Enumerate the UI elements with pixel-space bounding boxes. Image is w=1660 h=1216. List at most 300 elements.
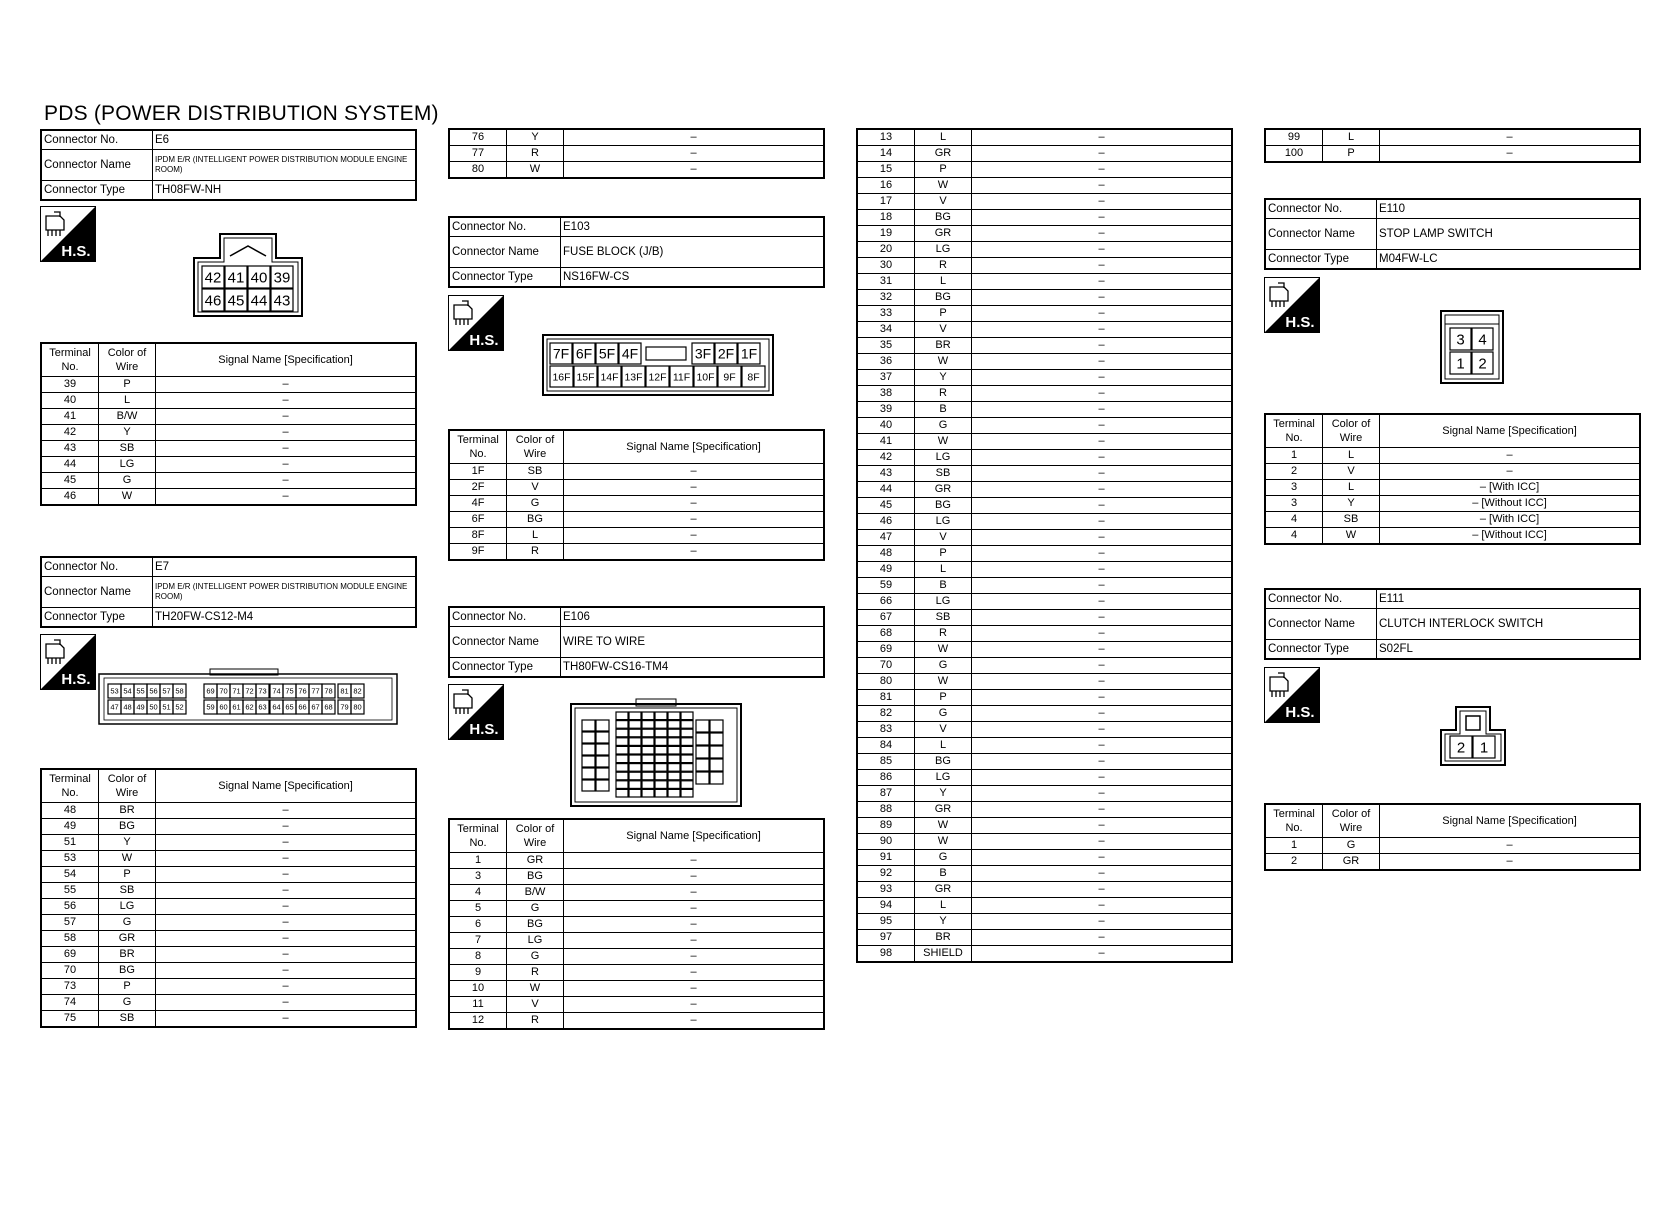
terminal-no-cell: 13 [857,129,915,146]
terminal-no-cell: 92 [857,866,915,882]
table-row [449,464,824,480]
signal-cell: – [972,162,1233,178]
pin-label: 55 [136,686,145,696]
connector-type-value: S02FL [1377,640,1641,660]
color-cell: G [1323,838,1380,854]
table-row [857,930,1232,946]
pin-label: 54 [123,686,132,696]
connector-face-e7 [98,668,398,726]
terminal-no-cell: 1 [1265,448,1323,464]
table-row [41,393,416,409]
signal-cell: – [564,464,825,480]
terminal-table-e103 [448,429,825,561]
table-row [41,489,416,506]
signal-cell: – [564,480,825,496]
color-cell: SB [915,610,972,626]
pin-label: 58 [175,686,184,696]
color-cell: SHIELD [915,946,972,963]
terminal-no-cell: 32 [857,290,915,306]
table-row [41,803,416,819]
color-cell: B [915,578,972,594]
label: Connector No. [449,607,561,627]
color-cell: GR [915,146,972,162]
label: Connector Type [1265,640,1377,660]
color-cell: P [915,690,972,706]
color-header: Color of Wire [1323,804,1380,838]
terminal-no-cell: 68 [857,626,915,642]
pin-label: 14F [600,371,619,384]
table-row [449,162,824,179]
signal-cell: – [564,917,825,933]
terminal-no-cell: 31 [857,274,915,290]
color-cell: W [99,489,156,506]
table-row [1265,496,1640,512]
connector-name-value: IPDM E/R (INTELLIGENT POWER DISTRIBUTION MODULE ENGINE ROOM) [153,577,417,608]
signal-header: Signal Name [Specification] [1380,414,1641,448]
table-row [41,851,416,867]
terminal-table-e106-a [448,818,825,1030]
terminal-no-cell: 16 [857,178,915,194]
signal-cell: – [1380,129,1641,146]
table-row [1265,838,1640,854]
color-header: Color of Wire [507,819,564,853]
signal-cell: – [156,377,417,393]
signal-cell: – [972,866,1233,882]
color-cell: Y [99,835,156,851]
pin-label: 10F [696,371,715,384]
signal-cell: – [972,850,1233,866]
table-row [857,850,1232,866]
signal-cell: – [972,626,1233,642]
table-row [1265,129,1640,146]
terminal-no-cell: 100 [1265,146,1323,163]
color-cell: G [915,850,972,866]
terminal-no-cell: 38 [857,386,915,402]
table-row [449,129,824,146]
label: Connector No. [1265,199,1377,219]
color-cell: SB [1323,512,1380,528]
terminal-no-header: Terminal No. [1265,804,1323,838]
terminal-no-header: Terminal No. [41,343,99,377]
color-cell: R [507,146,564,162]
signal-cell: – [972,530,1233,546]
terminal-no-cell: 54 [41,867,99,883]
color-cell: Y [915,786,972,802]
color-cell: Y [915,370,972,386]
terminal-no-cell: 7 [449,933,507,949]
terminal-no-cell: 5 [449,901,507,917]
label: Connector Type [1265,250,1377,270]
connector-no-value: E103 [561,217,825,237]
terminal-no-cell: 80 [449,162,507,179]
table-row [449,949,824,965]
color-cell: SB [507,464,564,480]
table-row [857,914,1232,930]
signal-cell: – [Without ICC] [1380,496,1641,512]
pin-label: 16F [552,371,571,384]
terminal-no-cell: 56 [41,899,99,915]
signal-cell: – [156,979,417,995]
hs-label: H.S. [469,721,499,738]
table-row [857,498,1232,514]
terminal-no-cell: 37 [857,370,915,386]
signal-cell: – [With ICC] [1380,512,1641,528]
signal-header: Signal Name [Specification] [156,769,417,803]
connector-face-e106 [570,698,742,808]
signal-cell: – [With ICC] [1380,480,1641,496]
terminal-table-e106-c [1264,128,1641,163]
terminal-no-cell: 95 [857,914,915,930]
terminal-no-header: Terminal No. [1265,414,1323,448]
terminal-no-cell: 81 [857,690,915,706]
color-cell: R [915,386,972,402]
color-cell: W [915,434,972,450]
color-cell: V [1323,464,1380,480]
table-row [1265,854,1640,871]
pin-label: 67 [311,702,320,712]
signal-cell: – [156,915,417,931]
table-row [41,867,416,883]
color-cell: SB [99,441,156,457]
terminal-no-cell: 2 [1265,464,1323,480]
pin-label: 3 [1456,331,1465,349]
color-cell: LG [99,457,156,473]
table-row [41,963,416,979]
signal-cell: – [972,514,1233,530]
signal-cell: – [972,290,1233,306]
table-row [857,946,1232,963]
label: Connector Name [41,577,153,608]
connector-info-table [448,216,825,288]
label: Connector Name [449,237,561,268]
terminal-no-cell: 48 [41,803,99,819]
color-cell: W [915,178,972,194]
terminal-no-cell: 10 [449,981,507,997]
color-cell: P [915,306,972,322]
terminal-no-cell: 69 [857,642,915,658]
hs-label: H.S. [1285,314,1315,331]
signal-cell: – [972,226,1233,242]
signal-cell: – [156,963,417,979]
terminal-no-cell: 89 [857,818,915,834]
connector-info-table [448,606,825,678]
table-row [857,514,1232,530]
pin-label: 40 [250,269,268,287]
pin-label: 41 [227,269,245,287]
pin-label: 63 [258,702,267,712]
signal-cell: – [1380,854,1641,871]
pin-label: 53 [110,686,119,696]
signal-cell: – [972,706,1233,722]
signal-cell: – [972,770,1233,786]
signal-cell: – [972,354,1233,370]
signal-cell: – [156,947,417,963]
table-row [1265,464,1640,480]
signal-cell: – [972,322,1233,338]
pin-label: 2 [1456,739,1466,757]
signal-cell: – [972,498,1233,514]
connector-info-e103 [448,216,825,288]
color-cell: W [99,851,156,867]
color-cell: V [915,722,972,738]
signal-header: Signal Name [Specification] [1380,804,1641,838]
table-row [857,642,1232,658]
table-row [1265,512,1640,528]
terminal-table-e106-b [856,128,1233,963]
signal-cell: – [972,786,1233,802]
pin-label: 15F [576,371,595,384]
table-row [857,546,1232,562]
terminal-no-header: Terminal No. [41,769,99,803]
terminal-no-cell: 43 [41,441,99,457]
pin-label: 7F [552,345,570,362]
terminal-no-cell: 41 [857,434,915,450]
pin-label: 79 [340,702,349,712]
color-cell: GR [507,853,564,869]
terminal-no-cell: 46 [41,489,99,506]
signal-cell: – [972,466,1233,482]
signal-cell: – [156,409,417,425]
harness-side-icon [40,206,96,262]
terminal-no-cell: 33 [857,306,915,322]
page-title: PDS (POWER DISTRIBUTION SYSTEM) [44,102,439,125]
color-cell: L [915,129,972,146]
table-row [449,512,824,528]
table-row [449,853,824,869]
terminal-no-cell: 30 [857,258,915,274]
color-cell: GR [1323,854,1380,871]
connector-type-value: NS16FW-CS [561,268,825,288]
pin-label: 51 [162,702,171,712]
connector-no-value: E6 [153,130,417,150]
connector-no-value: E7 [153,557,417,577]
label: Connector No. [449,217,561,237]
table-row [857,706,1232,722]
signal-cell: – [1380,838,1641,854]
table-row [857,722,1232,738]
pin-label: 3F [694,345,712,362]
connector-name-value: CLUTCH INTERLOCK SWITCH [1377,609,1641,640]
color-cell: GR [915,482,972,498]
color-cell: L [915,274,972,290]
color-header: Color of Wire [99,343,156,377]
terminal-no-cell: 86 [857,770,915,786]
terminal-no-cell: 87 [857,786,915,802]
connector-name-value: FUSE BLOCK (J/B) [561,237,825,268]
color-cell: V [915,322,972,338]
terminal-no-cell: 51 [41,835,99,851]
signal-cell: – [972,242,1233,258]
table-row [449,146,824,162]
signal-cell: – [972,306,1233,322]
table-row [857,786,1232,802]
table-row [41,425,416,441]
table-row [857,210,1232,226]
signal-cell: – [564,997,825,1013]
label: Connector No. [41,557,153,577]
signal-cell: – [972,370,1233,386]
color-cell: L [99,393,156,409]
table-row [41,947,416,963]
pin-label: 52 [175,702,184,712]
color-header: Color of Wire [1323,414,1380,448]
table-row [41,899,416,915]
table-row [41,835,416,851]
pin-label: 57 [162,686,171,696]
color-cell: P [915,546,972,562]
table-row [1265,146,1640,163]
table-row [857,290,1232,306]
terminal-no-cell: 2 [1265,854,1323,871]
connector-no-value: E111 [1377,589,1641,609]
color-cell: W [915,354,972,370]
hs-label: H.S. [469,332,499,349]
color-cell: LG [99,899,156,915]
terminal-no-cell: 4 [1265,528,1323,545]
terminal-no-cell: 90 [857,834,915,850]
color-cell: G [507,901,564,917]
terminal-no-header: Terminal No. [449,430,507,464]
terminal-no-cell: 4F [449,496,507,512]
table-row [449,933,824,949]
pin-label: 44 [250,292,268,310]
label: Connector Type [449,658,561,678]
color-header: Color of Wire [99,769,156,803]
table-row [449,885,824,901]
table-row [449,1013,824,1030]
color-cell: BR [99,803,156,819]
signal-cell: – [972,258,1233,274]
pin-label: 82 [353,686,362,696]
terminal-no-cell: 98 [857,946,915,963]
table-row [857,626,1232,642]
pin-label: 74 [272,686,281,696]
pin-label: 75 [285,686,294,696]
terminal-no-header: Terminal No. [449,819,507,853]
table-row [449,965,824,981]
pin-label: 56 [149,686,158,696]
terminal-no-cell: 19 [857,226,915,242]
terminal-no-cell: 85 [857,754,915,770]
signal-cell: – [156,819,417,835]
table-row [1265,448,1640,464]
terminal-no-cell: 66 [857,594,915,610]
terminal-no-cell: 49 [857,562,915,578]
color-cell: BG [507,512,564,528]
signal-cell: – [972,274,1233,290]
color-cell: P [99,867,156,883]
pin-label: 72 [245,686,254,696]
signal-cell: – [156,489,417,506]
pin-label: 4F [621,345,639,362]
color-cell: BR [99,947,156,963]
color-cell: BG [99,963,156,979]
connector-info-table [1264,198,1641,270]
table-row [41,457,416,473]
signal-header: Signal Name [Specification] [564,430,825,464]
table-row [857,690,1232,706]
terminal-no-cell: 39 [857,402,915,418]
signal-cell: – [972,482,1233,498]
table-row [857,450,1232,466]
terminal-no-cell: 34 [857,322,915,338]
terminal-no-cell: 49 [41,819,99,835]
signal-cell: – [972,338,1233,354]
label: Connector Type [41,181,153,201]
signal-cell: – [972,930,1233,946]
table-row [857,898,1232,914]
table-row [857,178,1232,194]
signal-cell: – [972,418,1233,434]
signal-cell: – [972,738,1233,754]
table-row [857,226,1232,242]
table-row [449,981,824,997]
pin-label: 70 [219,686,228,696]
signal-cell: – [972,898,1233,914]
label: Connector Type [41,608,153,628]
pin-label: 68 [324,702,333,712]
table-row [857,418,1232,434]
terminal-no-cell: 59 [857,578,915,594]
terminal-no-cell: 15 [857,162,915,178]
signal-cell: – [972,754,1233,770]
terminal-no-cell: 94 [857,898,915,914]
harness-side-icon [1264,277,1320,333]
signal-cell: – [972,210,1233,226]
connector-face-e103 [542,334,774,396]
table-row [449,997,824,1013]
terminal-no-cell: 70 [41,963,99,979]
terminal-no-cell: 99 [1265,129,1323,146]
connector-face-e6 [192,232,304,318]
signal-cell: – [156,1011,417,1028]
terminal-no-cell: 17 [857,194,915,210]
terminal-no-cell: 1 [449,853,507,869]
terminal-no-cell: 91 [857,850,915,866]
signal-cell: – [972,402,1233,418]
pin-label: 8F [747,371,760,384]
signal-cell: – [564,965,825,981]
signal-cell: – [156,883,417,899]
pin-label: 48 [123,702,132,712]
label: Connector Name [1265,219,1377,250]
connector-type-value: TH80FW-CS16-TM4 [561,658,825,678]
signal-cell: – [972,562,1233,578]
color-cell: BG [507,869,564,885]
signal-header: Signal Name [Specification] [156,343,417,377]
table-row [41,931,416,947]
terminal-table-e7-continued [448,128,825,179]
color-cell: V [915,194,972,210]
label: Connector Name [1265,609,1377,640]
terminal-no-cell: 44 [857,482,915,498]
color-cell: W [507,981,564,997]
table-row [857,306,1232,322]
color-cell: B/W [99,409,156,425]
signal-cell: – [972,658,1233,674]
color-cell: G [507,949,564,965]
terminal-no-cell: 74 [41,995,99,1011]
color-cell: W [915,818,972,834]
table-row [41,377,416,393]
signal-cell: – [972,690,1233,706]
color-cell: B [915,402,972,418]
terminal-no-cell: 8 [449,949,507,965]
terminal-no-cell: 43 [857,466,915,482]
terminal-table-e111 [1264,803,1641,871]
table-row [857,386,1232,402]
color-cell: V [507,997,564,1013]
